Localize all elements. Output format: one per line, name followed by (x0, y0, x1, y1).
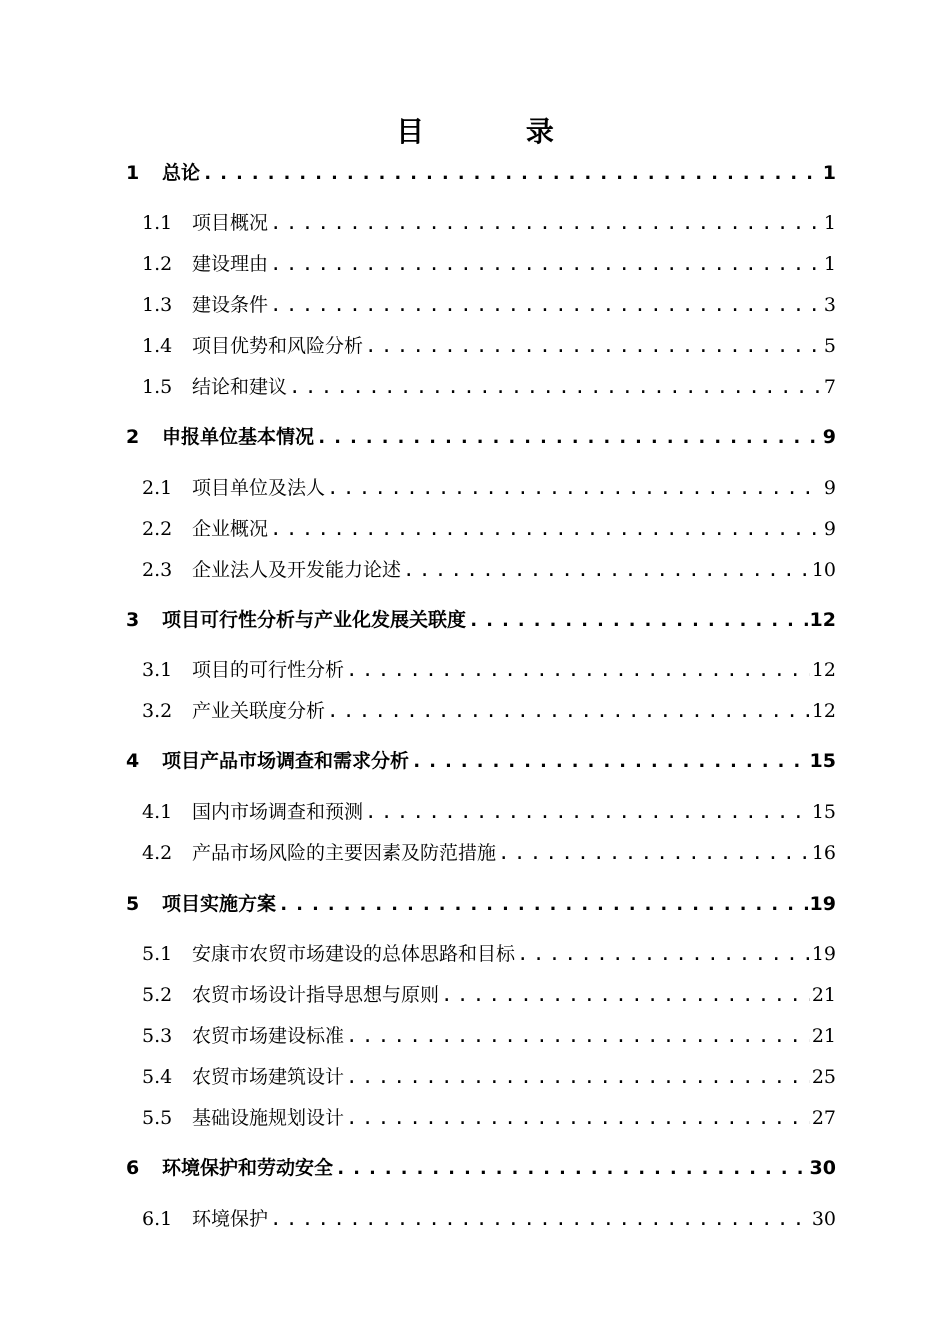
toc-dot-leader (270, 514, 822, 544)
toc-dot-leader (316, 422, 821, 452)
toc-entry-label: 农贸市场建设标准 (192, 1025, 345, 1047)
toc-entry-page-number: 16 (811, 842, 836, 864)
toc-dot-leader (270, 208, 822, 238)
toc-entry-label: 项目产品市场调查和需求分析 (162, 750, 410, 772)
toc-section-entry[interactable] (142, 1021, 836, 1051)
toc-entry-number: 6.1 (142, 1208, 173, 1230)
toc-entry-page-number: 3 (823, 294, 836, 316)
toc-entry-number: 3.1 (142, 659, 173, 681)
toc-entry-page-number: 19 (809, 893, 836, 915)
toc-entry-label: 国内市场调查和预测 (192, 801, 364, 823)
toc-dot-leader (327, 696, 810, 726)
toc-entry-label: 总论 (162, 162, 201, 184)
toc-entry-label: 基础设施规划设计 (192, 1107, 345, 1129)
toc-dot-leader (346, 655, 810, 685)
toc-dot-leader (403, 555, 810, 585)
toc-entry-page-number: 1 (823, 253, 836, 275)
toc-entry-number: 3.2 (142, 700, 173, 722)
toc-dot-leader (346, 1021, 810, 1051)
toc-dot-leader (335, 1153, 808, 1183)
toc-entry-number: 4.2 (142, 842, 173, 864)
toc-section-entry[interactable] (142, 696, 836, 726)
toc-entry-number: 5 (126, 893, 140, 915)
toc-dot-leader (278, 889, 808, 919)
toc-dot-leader (270, 1204, 810, 1234)
toc-entry-number: 2.1 (142, 477, 173, 499)
toc-entry-number: 1.4 (142, 335, 173, 357)
toc-entry-number: 1.2 (142, 253, 173, 275)
page-title: 目 录 (396, 115, 600, 148)
toc-entry-page-number: 30 (809, 1157, 836, 1179)
toc-chapter-entry[interactable] (126, 1153, 836, 1183)
toc-entry-label: 结论和建议 (192, 376, 288, 398)
toc-entry-page-number: 27 (811, 1107, 836, 1129)
toc-entry-number: 1 (126, 162, 140, 184)
toc-entry-page-number: 7 (823, 376, 836, 398)
toc-entry-page-number: 12 (811, 700, 836, 722)
toc-entry-label: 申报单位基本情况 (162, 426, 315, 448)
toc-dot-leader (365, 797, 810, 827)
toc-entry-number: 4 (126, 750, 140, 772)
toc-entry-label: 环境保护和劳动安全 (162, 1157, 334, 1179)
toc-section-entry[interactable] (142, 372, 836, 402)
toc-entry-number: 4.1 (142, 801, 173, 823)
toc-entry-page-number: 12 (809, 609, 836, 631)
toc-entry-label: 环境保护 (192, 1208, 269, 1230)
toc-dot-leader (202, 158, 821, 188)
toc-dot-leader (346, 1062, 810, 1092)
toc-entry-label: 企业概况 (192, 518, 269, 540)
toc-entry-page-number: 1 (823, 212, 836, 234)
toc-entry-label: 农贸市场建筑设计 (192, 1066, 345, 1088)
toc-section-entry[interactable] (142, 838, 836, 868)
toc-entry-page-number: 19 (811, 943, 836, 965)
toc-entry-number: 3 (126, 609, 140, 631)
toc-entry-number: 5.3 (142, 1025, 173, 1047)
toc-entry-number: 2 (126, 426, 140, 448)
toc-entry-label: 产业关联度分析 (192, 700, 326, 722)
toc-chapter-entry[interactable] (126, 158, 836, 188)
toc-dot-leader (346, 1103, 810, 1133)
toc-section-entry[interactable] (142, 655, 836, 685)
toc-dot-leader (270, 290, 822, 320)
toc-entry-page-number: 21 (811, 984, 836, 1006)
toc-entry-page-number: 1 (822, 162, 836, 184)
toc-section-entry[interactable] (142, 1103, 836, 1133)
toc-section-entry[interactable] (142, 980, 836, 1010)
toc-dot-leader (411, 746, 808, 776)
toc-entry-label: 项目概况 (192, 212, 269, 234)
toc-entry-page-number: 30 (811, 1208, 836, 1230)
toc-entry-number: 5.1 (142, 943, 173, 965)
toc-entry-label: 建设理由 (192, 253, 269, 275)
toc-entry-number: 5.4 (142, 1066, 173, 1088)
toc-entry-page-number: 21 (811, 1025, 836, 1047)
toc-entry-number: 5.5 (142, 1107, 173, 1129)
toc-entry-page-number: 9 (822, 426, 836, 448)
toc-entry-page-number: 25 (811, 1066, 836, 1088)
toc-entry-page-number: 9 (823, 518, 836, 540)
toc-entry-page-number: 15 (809, 750, 836, 772)
toc-entry-number: 2.2 (142, 518, 173, 540)
toc-entry-number: 5.2 (142, 984, 173, 1006)
toc-entry-label: 项目单位及法人 (192, 477, 326, 499)
toc-entry-label: 农贸市场设计指导思想与原则 (192, 984, 440, 1006)
toc-entry-page-number: 15 (811, 801, 836, 823)
toc-entry-number: 6 (126, 1157, 140, 1179)
toc-section-entry[interactable] (142, 473, 836, 503)
toc-entry-label: 企业法人及开发能力论述 (192, 559, 402, 581)
toc-chapter-entry[interactable] (126, 605, 836, 635)
toc-entry-number: 1.3 (142, 294, 173, 316)
toc-entry-number: 1.5 (142, 376, 173, 398)
toc-dot-leader (327, 473, 822, 503)
toc-entry-label: 项目优势和风险分析 (192, 335, 364, 357)
toc-dot-leader (441, 980, 810, 1010)
toc-chapter-entry[interactable] (126, 746, 836, 776)
toc-dot-leader (365, 331, 822, 361)
toc-section-entry[interactable] (142, 939, 836, 969)
toc-entry-number: 1.1 (142, 212, 173, 234)
toc-chapter-entry[interactable] (126, 422, 836, 452)
toc-section-entry[interactable] (142, 1062, 836, 1092)
toc-entry-page-number: 9 (823, 477, 836, 499)
toc-chapter-entry[interactable] (126, 889, 836, 919)
toc-entry-page-number: 5 (823, 335, 836, 357)
toc-section-entry[interactable] (142, 555, 836, 585)
toc-entry-label: 项目的可行性分析 (192, 659, 345, 681)
toc-section-entry[interactable] (142, 1204, 836, 1234)
toc-entry-number: 2.3 (142, 559, 173, 581)
toc-entry-page-number: 12 (811, 659, 836, 681)
toc-dot-leader (498, 838, 810, 868)
toc-entry-label: 安康市农贸市场建设的总体思路和目标 (192, 943, 516, 965)
toc-entry-label: 建设条件 (192, 294, 269, 316)
toc-section-entry[interactable] (142, 797, 836, 827)
toc-section-entry[interactable] (142, 290, 836, 320)
toc-section-entry[interactable] (142, 208, 836, 238)
toc-entry-label: 项目实施方案 (162, 893, 277, 915)
toc-section-entry[interactable] (142, 331, 836, 361)
toc-dot-leader (270, 249, 822, 279)
toc-section-entry[interactable] (142, 514, 836, 544)
toc-entry-label: 产品市场风险的主要因素及防范措施 (192, 842, 497, 864)
toc-section-entry[interactable] (142, 249, 836, 279)
toc-entry-label: 项目可行性分析与产业化发展关联度 (162, 609, 467, 631)
toc-dot-leader (289, 372, 822, 402)
toc-dot-leader (517, 939, 810, 969)
toc-entry-page-number: 10 (811, 559, 836, 581)
toc-dot-leader (468, 605, 808, 635)
